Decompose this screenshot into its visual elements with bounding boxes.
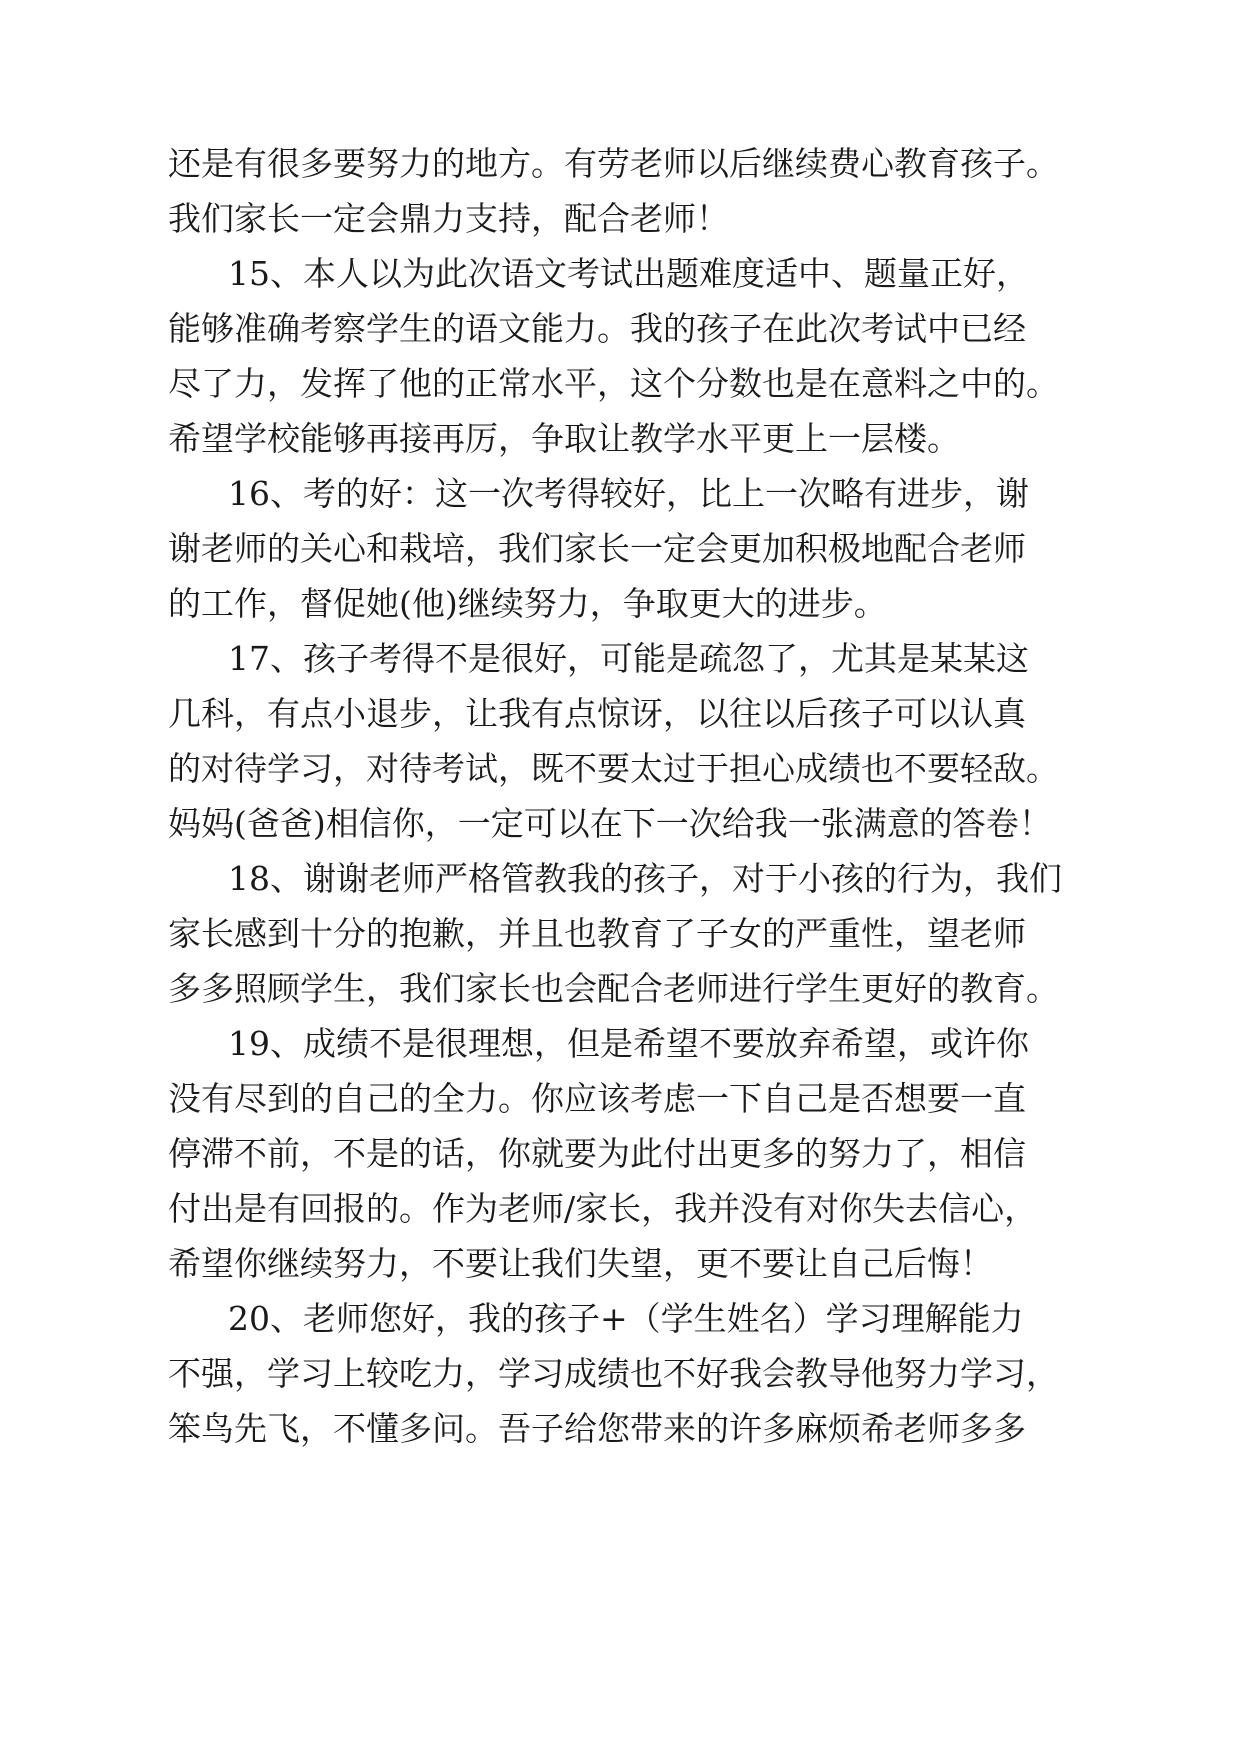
paragraph-line: 希望你继续努力，不要让我们失望，更不要让自己后悔！ — [168, 1244, 993, 1283]
paragraph-line: 尽了力，发挥了他的正常水平，这个分数也是在意料之中的。 — [168, 364, 1059, 403]
paragraph-line: 没有尽到的自己的全力。你应该考虑一下自己是否想要一直 — [168, 1079, 1026, 1118]
paragraph-line: 谢老师的关心和栽培，我们家长一定会更加积极地配合老师 — [168, 529, 1026, 568]
paragraph-line: 停滞不前，不是的话，你就要为此付出更多的努力了，相信 — [168, 1134, 1026, 1173]
paragraph-line: 多多照顾学生，我们家长也会配合老师进行学生更好的教育。 — [168, 969, 1059, 1008]
paragraph-line: 18、谢谢老师严格管教我的孩子，对于小孩的行为，我们 — [228, 859, 1062, 898]
paragraph-line: 的对待学习，对待考试，既不要太过于担心成绩也不要轻敌。 — [168, 749, 1059, 788]
paragraph-line: 不强，学习上较吃力，学习成绩也不好我会教导他努力学习， — [168, 1354, 1059, 1393]
paragraph-line: 希望学校能够再接再厉，争取让教学水平更上一层楼。 — [168, 419, 960, 458]
paragraph-line: 还是有很多要努力的地方。有劳老师以后继续费心教育孩子。 — [168, 144, 1059, 183]
paragraph-line: 付出是有回报的。作为老师/家长，我并没有对你失去信心， — [168, 1189, 1038, 1228]
paragraph-line: 家长感到十分的抱歉，并且也教育了子女的严重性，望老师 — [168, 914, 1026, 953]
paragraph-line: 我们家长一定会鼎力支持，配合老师！ — [168, 199, 729, 238]
paragraph-line: 16、考的好：这一次考得较好，比上一次略有进步，谢 — [228, 474, 1029, 513]
paragraph-line: 妈妈(爸爸)相信你，一定可以在下一次给我一张满意的答卷！ — [168, 804, 1052, 843]
paragraph-line: 15、本人以为此次语文考试出题难度适中、题量正好， — [228, 254, 1029, 293]
paragraph-line: 19、成绩不是很理想，但是希望不要放弃希望，或许你 — [228, 1024, 1029, 1063]
paragraph-line: 能够准确考察学生的语文能力。我的孩子在此次考试中已经 — [168, 309, 1026, 348]
paragraph-line: 的工作，督促她(他)继续努力，争取更大的进步。 — [168, 584, 887, 623]
paragraph-line: 20、老师您好，我的孩子+（学生姓名）学习理解能力 — [228, 1299, 1024, 1338]
paragraph-line: 笨鸟先飞，不懂多问。吾子给您带来的许多麻烦希老师多多 — [168, 1409, 1026, 1448]
paragraph-line: 几科，有点小退步，让我有点惊讶，以往以后孩子可以认真 — [168, 694, 1026, 733]
paragraph-line: 17、孩子考得不是很好，可能是疏忽了，尤其是某某这 — [228, 639, 1029, 678]
